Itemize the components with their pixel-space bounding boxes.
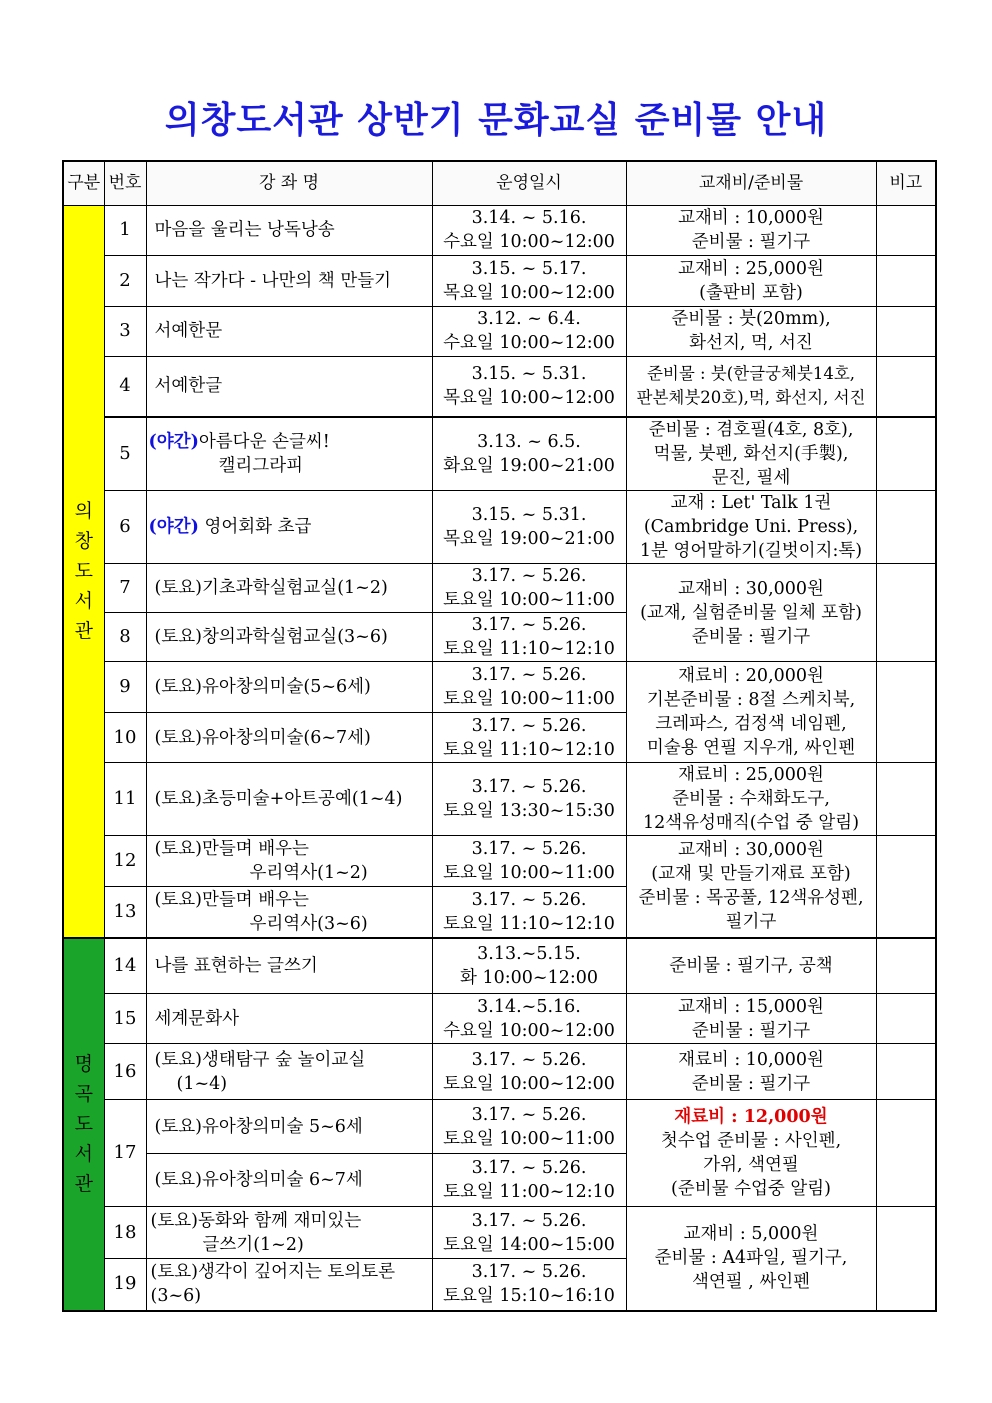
materials: 재료비 : 12,000원 첫수업 준비물 : 사인펜, 가위, 색연필 (준비물 수업중 알림) [626,1100,876,1207]
night-tag: (야간) [148,517,199,537]
table-row [63,255,936,306]
row-number: 1 [104,205,146,255]
schedule: 3.13.~5.15. 화 10:00~12:00 [432,938,626,994]
course-name: 마음을 울리는 낭독낭송 [146,205,432,255]
night-tag: (야간) [148,432,199,452]
schedule: 3.15. ~ 5.31. 목요일 10:00~12:00 [432,356,626,417]
materials: 재료비 : 20,000원 기본준비물 : 8절 스케치북, 크레파스, 검정색 네임펜, 미술용 연필 지우개, 싸인펜 [626,662,876,763]
materials: 교재비 : 15,000원 준비물 : 필기구 [626,994,876,1044]
course-name: 세계문화사 [146,994,432,1044]
note [876,255,936,306]
course-name: (토요)초등미술+아트공예(1~4) [146,763,432,836]
note [876,994,936,1044]
material-fee-highlight: 재료비 : 12,000원 [674,1107,828,1127]
schedule: 3.13. ~ 6.5. 화요일 19:00~21:00 [432,417,626,491]
schedule: 3.17. ~ 5.26. 토요일 10:00~12:00 [432,1044,626,1100]
course-name: (야간) 영어회화 초급 [146,491,432,564]
table-row [63,491,936,564]
note [876,205,936,255]
note [876,1207,936,1311]
row-number: 17 [104,1100,146,1207]
course-name: (토요)기초과학실험교실(1~2) [146,564,432,613]
row-number: 10 [104,713,146,763]
schedule: 3.17. ~ 5.26. 토요일 10:00~11:00 [432,1100,626,1154]
schedule: 3.12. ~ 6.4. 수요일 10:00~12:00 [432,306,626,356]
table-row [63,417,936,491]
header-category: 구분 [63,161,104,205]
row-number: 8 [104,613,146,662]
schedule: 3.17. ~ 5.26. 토요일 14:00~15:00 [432,1207,626,1259]
row-number: 11 [104,763,146,836]
note [876,491,936,564]
table-row [63,938,936,994]
table-row [63,1100,936,1154]
header-row [63,161,936,205]
materials: 준비물 : 붓(20mm), 화선지, 먹, 서진 [626,306,876,356]
materials: 재료비 : 10,000원 준비물 : 필기구 [626,1044,876,1100]
schedule: 3.17. ~ 5.26. 토요일 15:10~16:10 [432,1259,626,1311]
table-row [63,205,936,255]
row-number: 6 [104,491,146,564]
schedule: 3.17. ~ 5.26. 토요일 10:00~11:00 [432,564,626,613]
course-name: (야간)아름다운 손글씨! 캘리그라피 [146,417,432,491]
row-number: 16 [104,1044,146,1100]
note [876,417,936,491]
materials: 교재비 : 30,000원 (교재, 실험준비물 일체 포함) 준비물 : 필기구 [626,564,876,662]
course-name: (토요)만들며 배우는 우리역사(1~2) [146,836,432,887]
course-name: (토요)만들며 배우는 우리역사(3~6) [146,887,432,938]
materials: 재료비 : 25,000원 준비물 : 수채화도구, 12색유성매직(수업 중 알림) [626,763,876,836]
course-name: (토요)생태탐구 숲 놀이교실 (1~4) [146,1044,432,1100]
row-number: 19 [104,1259,146,1311]
row-number: 18 [104,1207,146,1259]
page-title: 의창도서관 상반기 문화교실 준비물 안내 [164,100,828,141]
note [876,662,936,763]
schedule-table [62,160,937,1312]
note [876,938,936,994]
schedule: 3.17. ~ 5.26. 토요일 13:30~15:30 [432,763,626,836]
materials: 교재비 : 10,000원 준비물 : 필기구 [626,205,876,255]
table-row [63,763,936,836]
schedule: 3.17. ~ 5.26. 토요일 10:00~11:00 [432,662,626,713]
table-row [63,564,936,613]
schedule: 3.17. ~ 5.26. 토요일 10:00~11:00 [432,836,626,887]
schedule: 3.17. ~ 5.26. 토요일 11:10~12:10 [432,713,626,763]
row-number: 12 [104,836,146,887]
course-name: (토요)유아창의미술(6~7세) [146,713,432,763]
course-name: (토요)유아창의미술(5~6세) [146,662,432,713]
course-name: 서예한글 [146,356,432,417]
course-name: (토요)유아창의미술 6~7세 [146,1154,432,1207]
table-row [63,662,936,713]
row-number: 4 [104,356,146,417]
course-name: (토요)유아창의미술 5~6세 [146,1100,432,1154]
note [876,763,936,836]
header-note: 비고 [876,161,936,205]
note [876,356,936,417]
materials: 준비물 : 붓(한글궁체붓14호, 판본체붓20호),먹, 화선지, 서진 [626,356,876,417]
course-name: 나는 작가다 - 나만의 책 만들기 [146,255,432,306]
course-name: (토요)동화와 함께 재미있는 글쓰기(1~2) [146,1207,432,1259]
schedule: 3.14. ~ 5.16. 수요일 10:00~12:00 [432,205,626,255]
header-number: 번호 [104,161,146,205]
schedule: 3.15. ~ 5.17. 목요일 10:00~12:00 [432,255,626,306]
row-number: 14 [104,938,146,994]
table-row [63,356,936,417]
header-schedule: 운영일시 [432,161,626,205]
row-number: 2 [104,255,146,306]
table-row [63,1207,936,1259]
materials: 준비물 : 겸호필(4호, 8호), 먹물, 붓펜, 화선지(手製), 문진, 필세 [626,417,876,491]
row-number: 13 [104,887,146,938]
note [876,564,936,662]
category-myeonggok: 명 곡 도 서 관 [63,938,104,1311]
header-materials: 교재비/준비물 [626,161,876,205]
schedule: 3.15. ~ 5.31. 목요일 19:00~21:00 [432,491,626,564]
materials: 준비물 : 필기구, 공책 [626,938,876,994]
course-name: 서예한문 [146,306,432,356]
table-row [63,994,936,1044]
row-number: 5 [104,417,146,491]
materials: 교재비 : 30,000원 (교재 및 만들기재료 포함) 준비물 : 목공풀, 12색유성펜, 필기구 [626,836,876,938]
note [876,836,936,938]
schedule: 3.17. ~ 5.26. 토요일 11:10~12:10 [432,613,626,662]
row-number: 9 [104,662,146,713]
schedule: 3.17. ~ 5.26. 토요일 11:00~12:10 [432,1154,626,1207]
header-course: 강 좌 명 [146,161,432,205]
note [876,306,936,356]
materials: 교재 : Let' Talk 1권 (Cambridge Uni. Press), 1분 영어말하기(길벗이지:톡) [626,491,876,564]
row-number: 7 [104,564,146,613]
course-name: (토요)창의과학실험교실(3~6) [146,613,432,662]
schedule: 3.17. ~ 5.26. 토요일 11:10~12:10 [432,887,626,938]
materials: 교재비 : 5,000원 준비물 : A4파일, 필기구, 색연필 , 싸인펜 [626,1207,876,1311]
row-number: 3 [104,306,146,356]
row-number: 15 [104,994,146,1044]
note [876,1100,936,1207]
table-row [63,306,936,356]
table-row [63,1044,936,1100]
note [876,1044,936,1100]
course-name: 나를 표현하는 글쓰기 [146,938,432,994]
category-uichang: 의 창 도 서 관 [63,205,104,938]
materials: 교재비 : 25,000원 (출판비 포함) [626,255,876,306]
course-name: (토요)생각이 깊어지는 토의토론 (3~6) [146,1259,432,1311]
table-row [63,836,936,887]
schedule: 3.14.~5.16. 수요일 10:00~12:00 [432,994,626,1044]
